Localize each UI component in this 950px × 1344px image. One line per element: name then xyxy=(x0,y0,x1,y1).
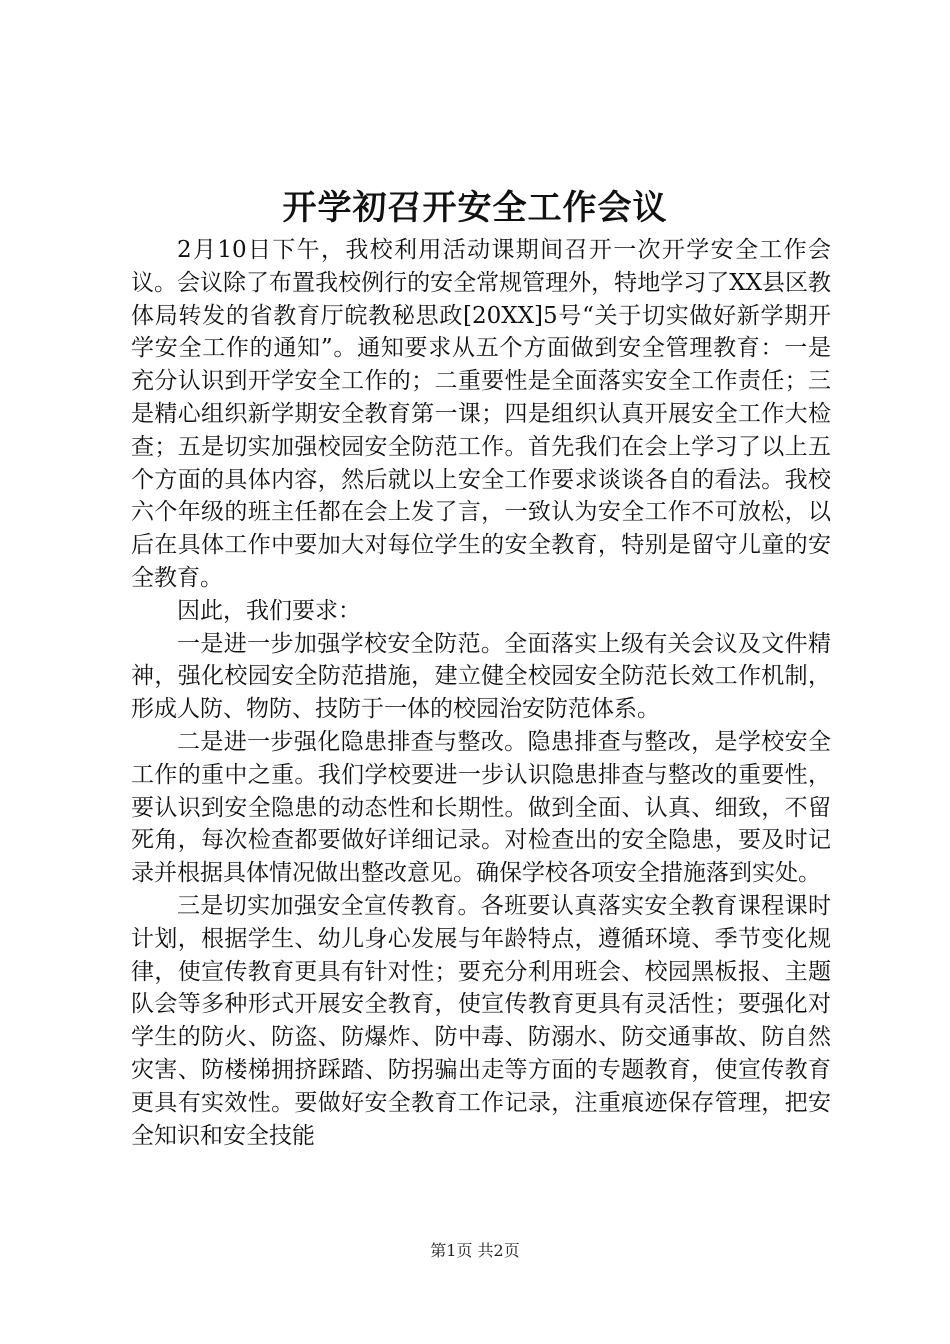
page-number-footer: 第1页 共2页 xyxy=(430,1241,520,1260)
paragraph-requirement-1: 一是进一步加强学校安全防范。全面落实上级有关会议及文件精神，强化校园安全防范措施，建立健全校园安全防范长效工作机制，形成人防、物防、技防于一体的校园治安防范体系。 xyxy=(131,630,831,723)
paragraph-requirement-2: 二是进一步强化隐患排查与整改。隐患排查与整改，是学校安全工作的重中之重。我们学校要进一步认识隐患排查与整改的重要性，要认识到安全隐患的动态性和长期性。做到全面、认真、细致，不留死角，每次检查都要做好详细记录。对检查出的安全隐患，要及时记录并根据具体情况做出整改意见。确保学校各项安全措施落到实处。 xyxy=(131,728,831,887)
paragraph-requirement-3: 三是切实加强安全宣传教育。各班要认真落实安全教育课程课时计划，根据学生、幼儿身心发展与年龄特点，遵循环境、季节变化规律，使宣传教育更具有针对性；要充分利用班会、校园黑板报、主题队会等多种形式开展安全教育，使宣传教育更具有灵活性；要强化对学生的防火、防盗、防爆炸、防中毒、防溺水、防交通事故、防自然灾害、防楼梯拥挤踩踏、防拐骗出走等方面的专题教育，使宣传教育更具有实效性。要做好安全教育工作记录，注重痕迹保存管理，把安全知识和安全技能 xyxy=(131,892,831,1149)
document-body xyxy=(131,234,831,1152)
paragraph-requirements-intro: 因此，我们要求： xyxy=(177,597,361,624)
paragraph-meeting-summary: 2月10日下午，我校利用活动课期间召开一次开学安全工作会议。会议除了布置我校例行的安全常规管理外，特地学习了XX县区教体局转发的省教育厅皖教秘思政[20XX]5号“关于切实做好新学期开学安全工作的通知”。通知要求从五个方面做到安全管理教育：一是充分认识到开学安全工作的；二重要性是全面落实安全工作责任；三是精心组织新学期安全教育第一课；四是组织认真开展安全工作大检查；五是切实加强校园安全防范工作。首先我们在会上学习了以上五个方面的具体内容，然后就以上安全工作要求谈谈各自的看法。我校六个年级的班主任都在会上发了言，一致认为安全工作不可放松，以后在具体工作中要加大对每位学生的安全教育，特别是留守儿童的安全教育。 xyxy=(131,237,831,591)
document-title: 开学初召开安全工作会议 xyxy=(282,188,668,228)
